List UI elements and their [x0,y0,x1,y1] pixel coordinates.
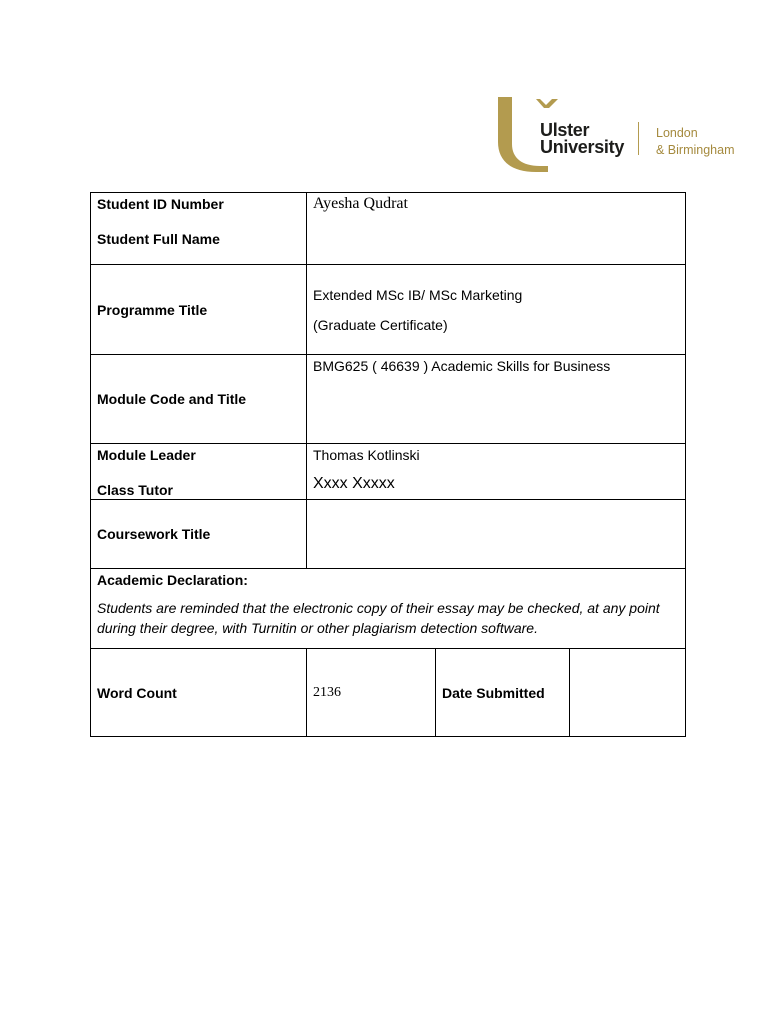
declaration-text: Students are reminded that the electronic copy of their essay may be checked, at any point during their degree, with Turnitin or other plagiarism detection software. [97,600,660,636]
logo-location [656,125,735,159]
logo-divider [638,122,639,155]
coursework-title-label: Coursework Title [91,500,307,569]
student-name-label: Student Full Name [97,231,220,247]
date-submitted-value [570,649,686,737]
leader-tutor-labels-cell [91,444,307,500]
ulster-university-logo [496,96,746,172]
declaration-cell [91,569,686,649]
word-count-value: 2136 [307,649,436,737]
module-value: BMG625 ( 46639 ) Academic Skills for Business [307,355,686,444]
cover-sheet-table [90,192,686,737]
logo-location-line1: London [656,126,698,140]
module-row [91,355,686,444]
logo-name-line2: University [540,137,625,157]
leader-tutor-values-cell [307,444,686,500]
date-submitted-label: Date Submitted [436,649,570,737]
programme-value-line2: (Graduate Certificate) [313,316,448,333]
student-row [91,193,686,265]
declaration-row [91,569,686,649]
student-labels-cell [91,193,307,265]
declaration-title: Academic Declaration: [97,572,248,588]
programme-value-line1: Extended MSc IB/ MSc Marketing [313,286,523,303]
leader-tutor-row [91,444,686,500]
class-tutor-label: Class Tutor [97,482,173,498]
logo-name-line1: Ulster [540,120,590,140]
module-label: Module Code and Title [91,355,307,444]
coursework-title-value [307,500,686,569]
coursework-row [91,500,686,569]
student-name-value: Ayesha Qudrat [307,193,686,265]
word-count-label: Word Count [91,649,307,737]
logo-wordmark [540,122,624,156]
module-leader-label: Module Leader [97,447,196,463]
class-tutor-value: Xxxx Xxxxx [313,475,395,492]
programme-label: Programme Title [91,265,307,355]
logo-location-line2: & Birmingham [656,143,735,157]
programme-value [307,265,686,355]
module-leader-value: Thomas Kotlinski [313,447,420,463]
student-id-label: Student ID Number [97,196,224,212]
word-count-row [91,649,686,737]
programme-row [91,265,686,355]
